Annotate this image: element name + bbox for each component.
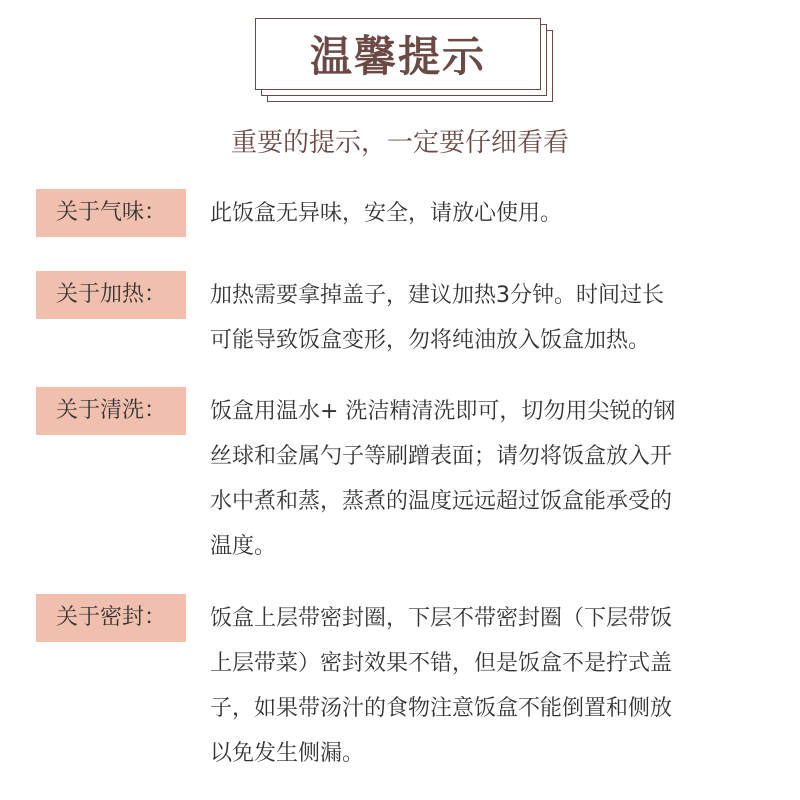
page-subtitle: 重要的提示，一定要仔细看看 [230,128,569,158]
section-label-heating: 关于加热： [36,271,186,319]
section-text-odor: 此饭盒无异味，安全，请放心使用。 [210,201,563,226]
title-box [255,18,555,104]
section-text-heating: 加热需要拿掉盖子，建议加热3分钟。时间过长 可能导致饭盒变形，勿将纯油放入饭盒加热。 [210,283,664,353]
section-label-cleaning: 关于清洗： [36,387,186,435]
section-label-sealing: 关于密封： [36,594,186,642]
section-text-cleaning: 饭盒用温水+ 洗洁精清洗即可，切勿用尖锐的钢 丝球和金属勺子等刷蹭表面；请勿将饭盒放入开 水中煮和蒸，蒸煮的温度远远超过饭盒能承受的 温度。 [210,399,676,559]
section-text-sealing: 饭盒上层带密封圈，下层不带密封圈（下层带饭 上层带菜）密封效果不错，但是饭盒不是拧式盖 子，如果带汤汁的食物注意饭盒不能倒置和侧放 以免发生侧漏。 [210,606,673,766]
title-box-front [255,18,541,90]
section-label-odor: 关于气味： [36,189,186,237]
page-title: 温馨提示 [309,32,486,81]
